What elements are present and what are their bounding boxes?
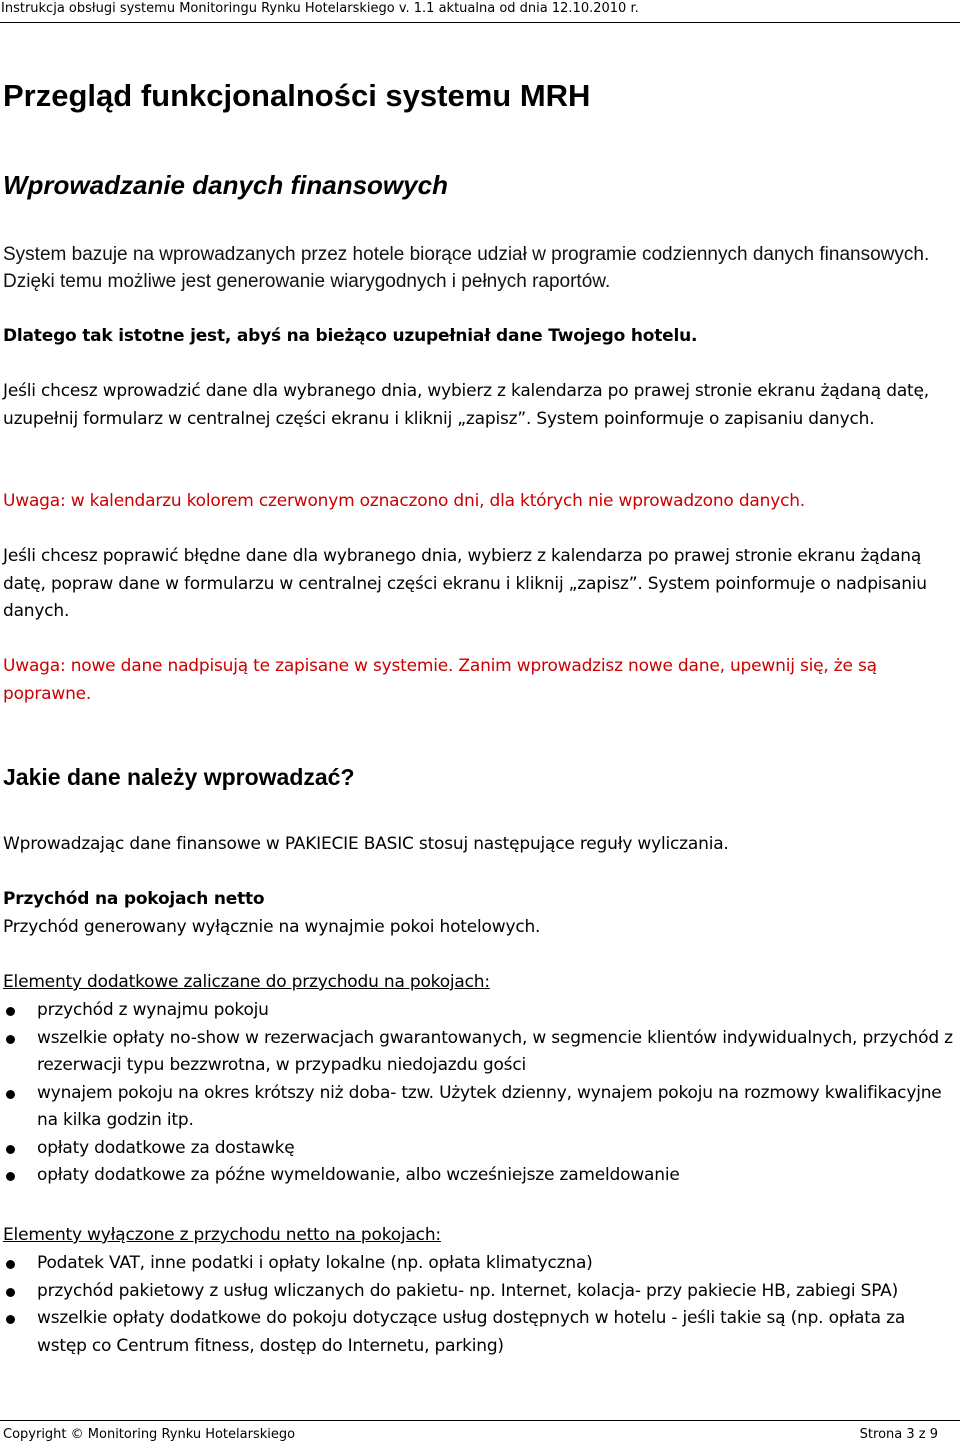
- page-header: [0, 0, 960, 23]
- bullet-icon: [6, 1007, 15, 1016]
- room-revenue-description: Przychód generowany wyłącznie na wynajmie pokoi hotelowych.: [3, 917, 541, 937]
- question-heading: Jakie dane należy wprowadzać?: [3, 764, 355, 790]
- section-title: Wprowadzanie danych finansowych: [3, 170, 448, 200]
- bullet-icon: [6, 1288, 15, 1297]
- bullet-icon: [6, 1172, 15, 1181]
- important-note: Dlatego tak istotne jest, abyś na bieżąco uzupełniał dane Twojego hotelu.: [3, 326, 698, 346]
- header-text: Instrukcja obsługi systemu Monitoringu Rynku Hotelarskiego v. 1.1 aktualna od dnia 12.10.2010 r.: [1, 1, 639, 16]
- page-footer: [0, 1420, 960, 1446]
- included-heading: Elementy dodatkowe zaliczane do przychodu na pokojach:: [3, 972, 490, 992]
- excluded-list: [3, 1250, 958, 1360]
- overwrite-warning: Uwaga: nowe dane nadpisują te zapisane w systemie. Zanim wprowadzisz nowe dane, upewnij się, że są poprawne.: [3, 656, 877, 704]
- list-item-text: wszelkie opłaty dodatkowe do pokoju dotyczące usług dostępnych w hotelu - jeśli takie są (np. opłata za wstęp co Centrum fitness, dostęp do Internetu, parking): [37, 1308, 906, 1356]
- list-item: [3, 997, 958, 1025]
- list-item: [3, 1025, 958, 1080]
- enter-data-paragraph: Jeśli chcesz wprowadzić dane dla wybranego dnia, wybierz z kalendarza po prawej stronie ekranu żądaną datę, uzupełnij formularz w centralnej części ekranu i kliknij „zapisz”. System poinformuje o zapisaniu danych.: [3, 381, 929, 429]
- bullet-icon: [6, 1035, 15, 1044]
- list-item-text: opłaty dodatkowe za późne wymeldowanie, albo wcześniejsze zameldowanie: [37, 1165, 680, 1185]
- calendar-warning: Uwaga: w kalendarzu kolorem czerwonym oznaczono dni, dla których nie wprowadzono danych.: [3, 491, 805, 511]
- list-item: [3, 1305, 958, 1360]
- list-item-text: przychód z wynajmu pokoju: [37, 1000, 269, 1020]
- correct-data-paragraph: Jeśli chcesz poprawić błędne dane dla wybranego dnia, wybierz z kalendarza po prawej stronie ekranu żądaną datę, popraw dane w formularzu w centralnej części ekranu i kliknij „zapisz”. System poinformuje o nadpisaniu danych.: [3, 546, 927, 621]
- page-title: Przegląd funkcjonalności systemu MRH: [3, 78, 591, 113]
- list-item: [3, 1080, 958, 1135]
- list-item-text: Podatek VAT, inne podatki i opłaty lokalne (np. opłata klimatyczna): [37, 1253, 593, 1273]
- intro-paragraph: System bazuje na wprowadzanych przez hotele biorące udział w programie codziennych danych finansowych. Dzięki temu możliwe jest generowanie wiarygodnych i pełnych raportów.: [3, 244, 930, 292]
- list-item: [3, 1135, 958, 1163]
- footer-page-number: Strona 3 z 9: [859, 1427, 938, 1442]
- list-item: [3, 1250, 958, 1278]
- list-item-text: wynajem pokoju na okres krótszy niż doba- tzw. Użytek dzienny, wynajem pokoju na rozmowy kwalifikacyjne na kilka godzin itp.: [37, 1082, 942, 1130]
- list-item: [3, 1162, 958, 1190]
- excluded-heading: Elementy wyłączone z przychodu netto na pokojach:: [3, 1225, 441, 1245]
- bullet-icon: [6, 1315, 15, 1324]
- list-item-text: opłaty dodatkowe za dostawkę: [37, 1137, 295, 1158]
- basic-rules-paragraph: Wprowadzając dane finansowe w PAKIECIE BASIC stosuj następujące reguły wyliczania.: [3, 834, 729, 854]
- list-item-text: przychód pakietowy z usług wliczanych do pakietu- np. Internet, kolacja- przy pakiecie HB, zabiegi SPA): [37, 1280, 899, 1301]
- bullet-icon: [6, 1145, 15, 1154]
- bullet-icon: [6, 1260, 15, 1269]
- room-revenue-heading: Przychód na pokojach netto: [3, 889, 265, 909]
- footer-copyright: Copyright © Monitoring Rynku Hotelarskiego: [3, 1427, 296, 1442]
- included-list: [3, 997, 958, 1190]
- bullet-icon: [6, 1090, 15, 1099]
- list-item-text: wszelkie opłaty no-show w rezerwacjach gwarantowanych, w segmencie klientów indywidualnych, przychód z rezerwacji typu bezzwrotna, w przypadku niedojazdu gości: [37, 1027, 953, 1075]
- list-item: [3, 1278, 958, 1306]
